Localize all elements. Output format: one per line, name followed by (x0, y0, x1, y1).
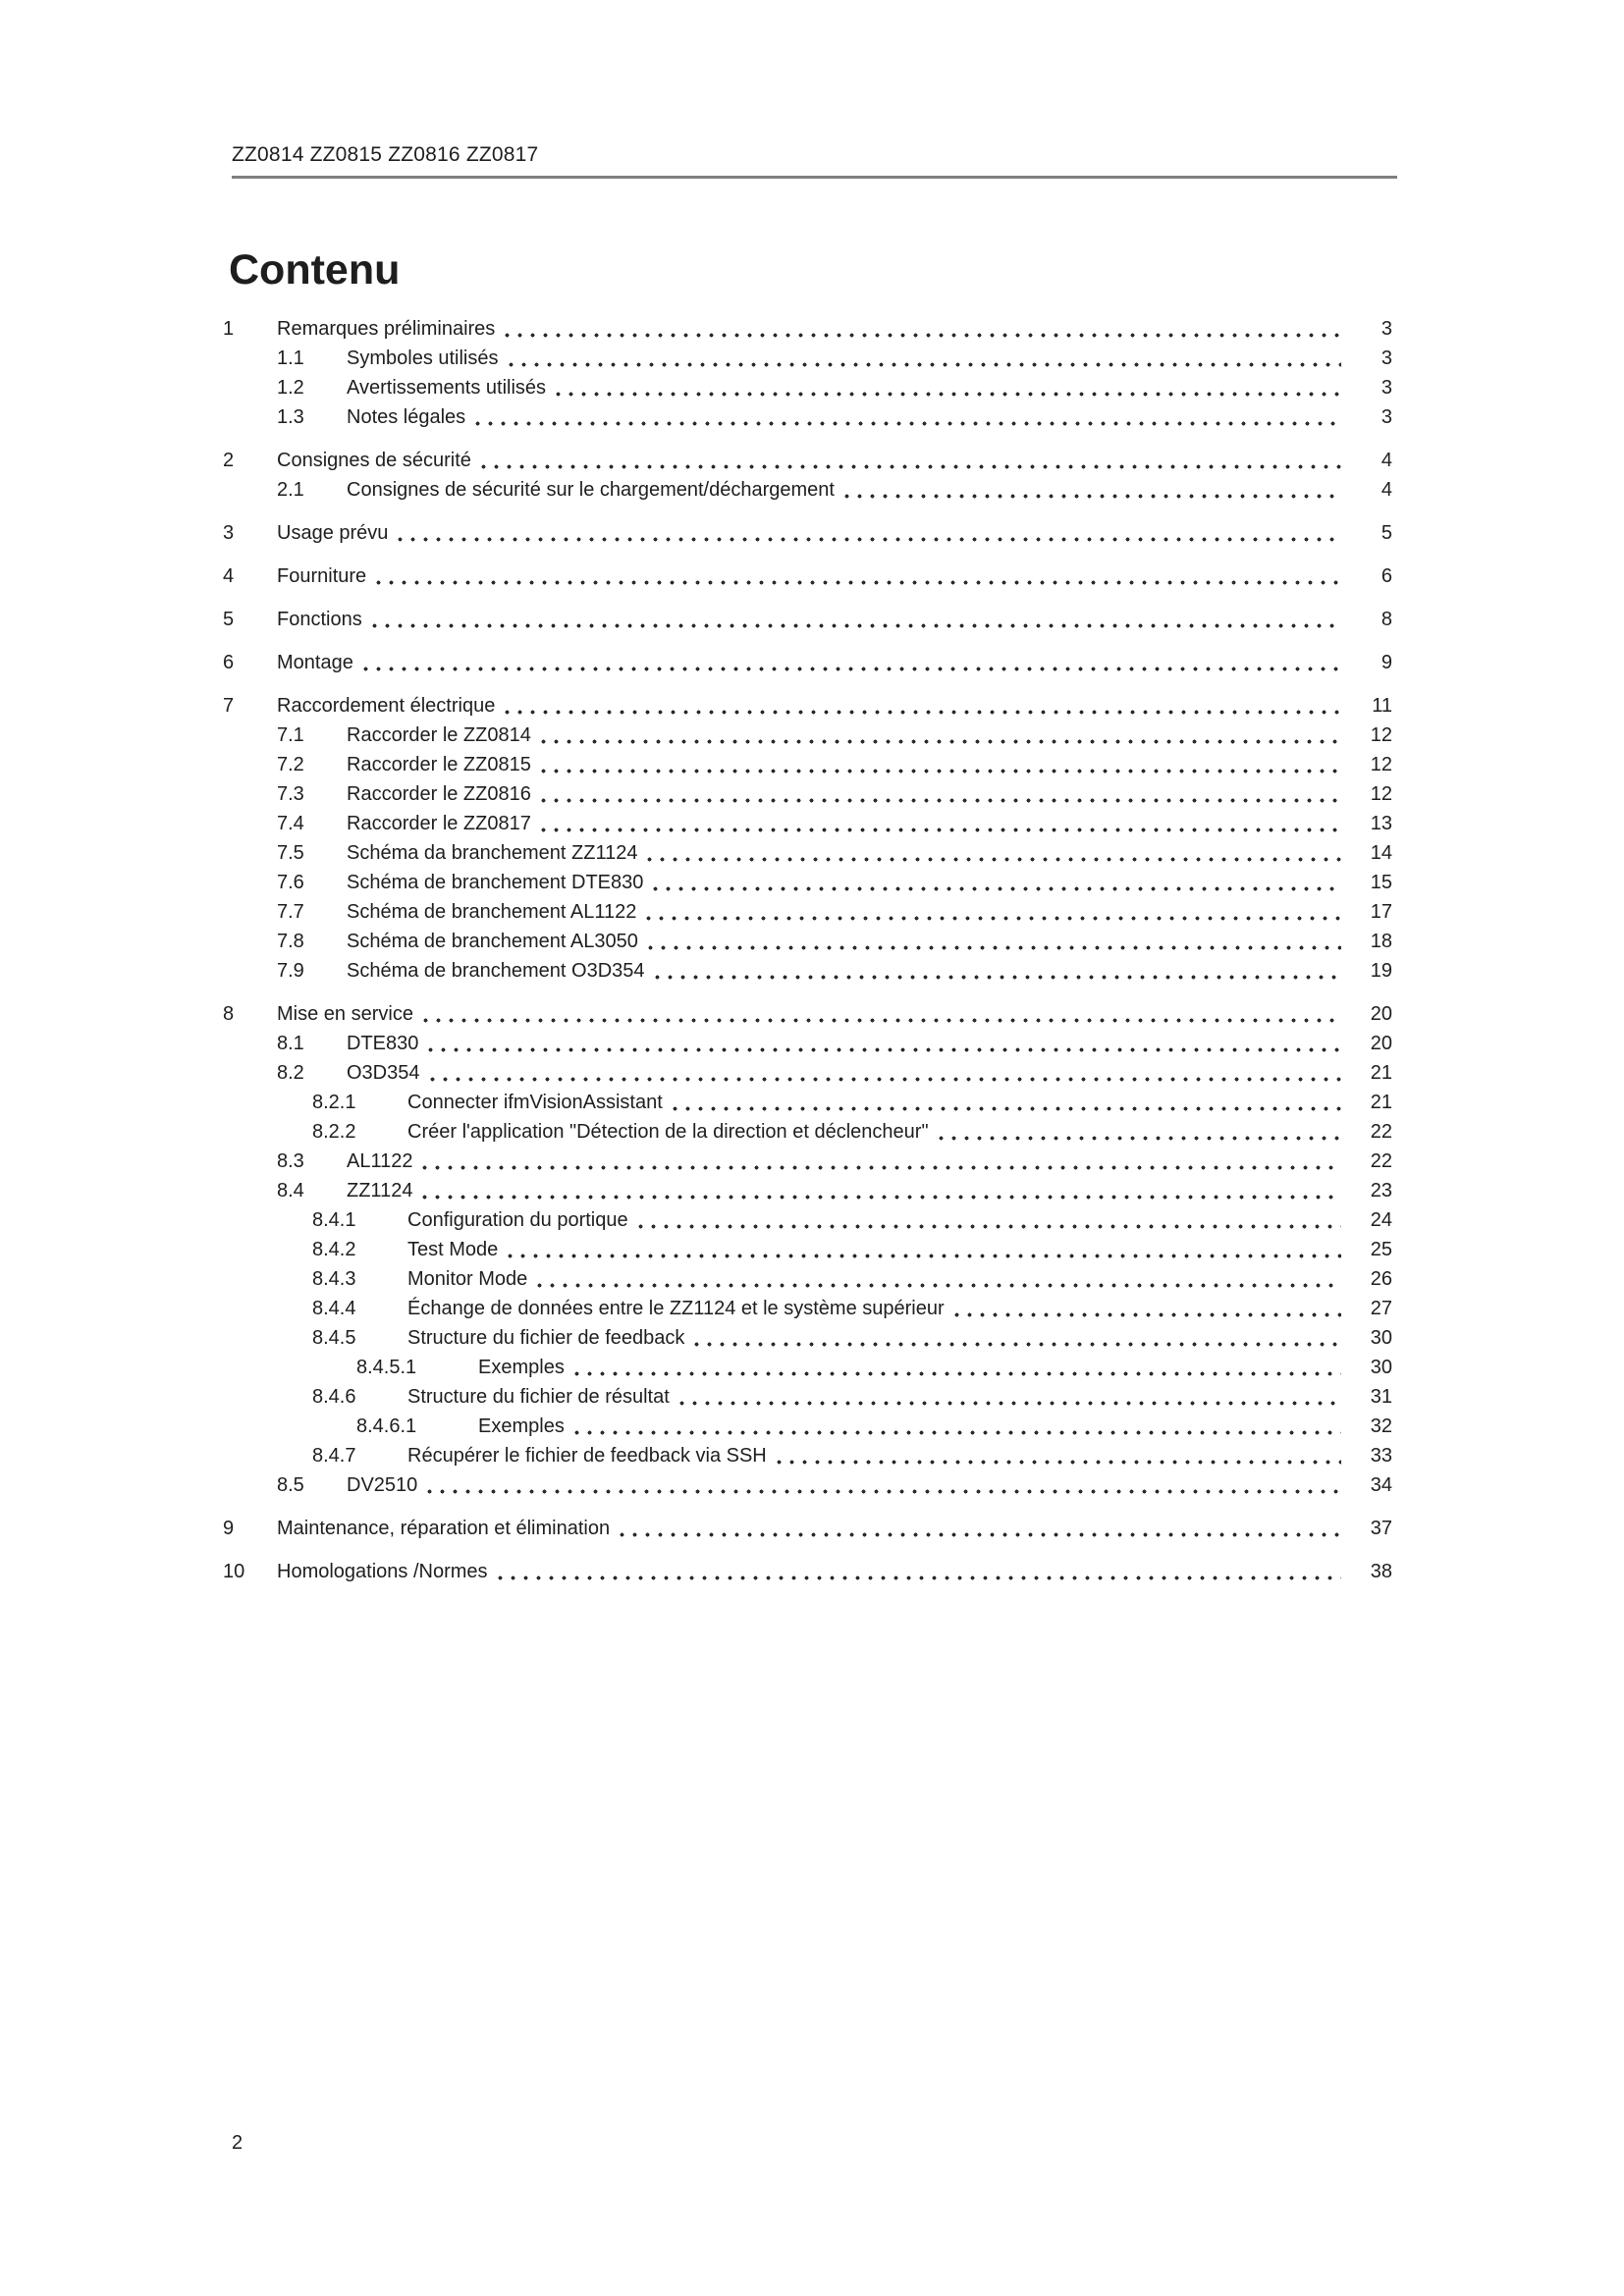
toc-leader-dots (570, 1412, 1341, 1441)
toc-leader-dots (504, 1235, 1341, 1264)
toc-leader-dots (935, 1117, 1341, 1147)
toc-entry-title: Mise en service (277, 1003, 413, 1025)
toc-entry (223, 838, 1392, 868)
toc-entry (223, 1514, 1392, 1543)
toc-entry-title: Échange de données entre le ZZ1124 et le système supérieur (407, 1298, 945, 1319)
toc-entry (223, 691, 1392, 721)
toc-entry-page: 17 (1370, 901, 1392, 923)
toc-leader-dots (950, 1294, 1341, 1323)
toc-leader-dots (634, 1205, 1341, 1235)
toc-entry-page: 19 (1370, 960, 1392, 982)
toc-entry-number: 8.4.6 (312, 1386, 356, 1408)
toc-entry-page: 18 (1370, 931, 1392, 952)
toc-leader-dots (501, 314, 1341, 344)
toc-leader-dots (676, 1382, 1341, 1412)
toc-leader-dots (477, 446, 1341, 475)
toc-entry-title: Configuration du portique (407, 1209, 628, 1231)
toc-entry-number: 8 (223, 1003, 235, 1025)
toc-entry-number: 7 (223, 695, 235, 717)
toc-entry-number: 7.6 (277, 872, 304, 893)
toc-entry-title: AL1122 (347, 1150, 413, 1172)
toc-entry-number: 8.2.1 (312, 1092, 356, 1113)
toc-entry (223, 314, 1392, 344)
toc-entry-number: 8.5 (277, 1474, 304, 1496)
toc-leader-dots (471, 402, 1341, 432)
toc-entry-number: 8.1 (277, 1033, 304, 1054)
toc-entry-title: Usage prévu (277, 522, 389, 544)
toc-entry-page: 4 (1380, 450, 1392, 471)
toc-entry-number: 7.1 (277, 724, 304, 746)
toc-entry-page: 34 (1370, 1474, 1392, 1496)
toc-entry-page: 22 (1370, 1121, 1392, 1143)
toc-entry (223, 1147, 1392, 1176)
toc-entry-title: Schéma da branchement ZZ1124 (347, 842, 638, 864)
toc-entry-page: 3 (1380, 406, 1392, 428)
toc-entry (223, 779, 1392, 809)
toc-entry-title: Connecter ifmVisionAssistant (407, 1092, 663, 1113)
toc-entry-number: 7.2 (277, 754, 304, 775)
toc-leader-dots (426, 1058, 1342, 1088)
toc-leader-dots (494, 1557, 1341, 1586)
page-title: Contenu (229, 246, 401, 294)
toc-entry-title: Raccorder le ZZ0815 (347, 754, 531, 775)
toc-leader-dots (368, 605, 1341, 634)
toc-entry-page: 37 (1370, 1518, 1392, 1539)
toc-entry-page: 12 (1370, 724, 1392, 746)
toc-entry-page: 3 (1380, 318, 1392, 340)
toc-entry-title: Homologations /Normes (277, 1561, 488, 1582)
toc-entry-page: 31 (1370, 1386, 1392, 1408)
toc-entry-page: 11 (1372, 695, 1392, 717)
toc-entry-title: Montage (277, 652, 353, 673)
toc-entry (223, 1176, 1392, 1205)
toc-entry-page: 12 (1370, 783, 1392, 805)
toc-leader-dots (505, 344, 1341, 373)
toc-entry (223, 373, 1392, 402)
toc-entry-page: 3 (1380, 347, 1392, 369)
toc-entry-title: Raccorder le ZZ0817 (347, 813, 531, 834)
toc-entry-page: 21 (1370, 1062, 1392, 1084)
toc-entry-title: Raccorder le ZZ0816 (347, 783, 531, 805)
toc-entry-number: 3 (223, 522, 235, 544)
toc-entry-number: 7.9 (277, 960, 304, 982)
toc-leader-dots (537, 750, 1341, 779)
toc-entry (223, 956, 1392, 986)
toc-entry-number: 8.4.2 (312, 1239, 356, 1260)
toc-entry (223, 897, 1392, 927)
toc-entry-title: Schéma de branchement DTE830 (347, 872, 644, 893)
toc-entry-number: 2 (223, 450, 235, 471)
footer-page-number: 2 (232, 2132, 244, 2154)
toc-entry-number: 2.1 (277, 479, 304, 501)
toc-entry (223, 1353, 1392, 1382)
toc-entry-title: Exemples (478, 1415, 565, 1437)
toc-entry-page: 12 (1370, 754, 1392, 775)
toc-entry-page: 38 (1370, 1561, 1392, 1582)
toc-leader-dots (649, 868, 1341, 897)
toc-leader-dots (537, 809, 1341, 838)
toc-leader-dots (840, 475, 1341, 505)
toc-entry-page: 24 (1370, 1209, 1392, 1231)
toc-entry (223, 561, 1392, 591)
toc-entry-title: DV2510 (347, 1474, 418, 1496)
toc-leader-dots (501, 691, 1341, 721)
toc-entry (223, 868, 1392, 897)
toc-entry-page: 20 (1370, 1003, 1392, 1025)
toc-entry (223, 402, 1392, 432)
toc-entry-title: Symboles utilisés (347, 347, 499, 369)
toc-entry (223, 1412, 1392, 1441)
toc-entry-number: 8.4.4 (312, 1298, 356, 1319)
toc-leader-dots (616, 1514, 1341, 1543)
toc-entry-title: Consignes de sécurité sur le chargement/déchargement (347, 479, 835, 501)
toc-entry (223, 1058, 1392, 1088)
header-rule (232, 176, 1397, 179)
toc-entry-number: 8.4.6.1 (356, 1415, 417, 1437)
toc-entry-number: 5 (223, 609, 235, 630)
toc-leader-dots (669, 1088, 1341, 1117)
toc-entry-number: 9 (223, 1518, 235, 1539)
toc-entry (223, 721, 1392, 750)
toc-leader-dots (372, 561, 1341, 591)
toc-leader-dots (359, 648, 1341, 677)
toc-entry-page: 32 (1370, 1415, 1392, 1437)
toc-entry-page: 27 (1370, 1298, 1392, 1319)
toc-entry-number: 1 (223, 318, 235, 340)
toc-entry (223, 1323, 1392, 1353)
toc-entry-number: 8.4.3 (312, 1268, 356, 1290)
toc-entry-title: Test Mode (407, 1239, 499, 1260)
toc-entry-page: 30 (1370, 1327, 1392, 1349)
toc-entry-title: Avertissements utilisés (347, 377, 547, 399)
toc-leader-dots (773, 1441, 1341, 1470)
toc-entry-page: 33 (1370, 1445, 1392, 1467)
toc-entry-number: 8.4.1 (312, 1209, 356, 1231)
toc-entry-page: 25 (1370, 1239, 1392, 1260)
toc-entry-number: 1.1 (277, 347, 304, 369)
toc-entry-title: Fonctions (277, 609, 362, 630)
toc-entry (223, 648, 1392, 677)
toc-entry-page: 22 (1370, 1150, 1392, 1172)
toc-entry (223, 518, 1392, 548)
toc-entry (223, 605, 1392, 634)
toc-leader-dots (423, 1470, 1341, 1500)
toc-entry-title: Schéma de branchement AL3050 (347, 931, 638, 952)
toc-entry-page: 13 (1370, 813, 1392, 834)
toc-entry (223, 927, 1392, 956)
toc-entry (223, 1294, 1392, 1323)
toc-entry-number: 8.2 (277, 1062, 304, 1084)
toc-leader-dots (533, 1264, 1341, 1294)
toc-leader-dots (419, 999, 1341, 1029)
toc-leader-dots (424, 1029, 1341, 1058)
toc-entry-title: Schéma de branchement AL1122 (347, 901, 637, 923)
toc-entry-title: Notes légales (347, 406, 466, 428)
toc-entry-page: 6 (1380, 565, 1392, 587)
toc-leader-dots (552, 373, 1341, 402)
toc-entry (223, 1470, 1392, 1500)
toc-entry-title: Structure du fichier de résultat (407, 1386, 670, 1408)
toc-entry-number: 6 (223, 652, 235, 673)
toc-entry-page: 21 (1370, 1092, 1392, 1113)
toc-entry (223, 344, 1392, 373)
toc-entry-number: 8.4.5.1 (356, 1357, 417, 1378)
toc-entry-title: Maintenance, réparation et élimination (277, 1518, 611, 1539)
toc-entry-page: 15 (1370, 872, 1392, 893)
toc-entry-number: 7.7 (277, 901, 304, 923)
toc-leader-dots (644, 927, 1341, 956)
toc-entry-page: 4 (1380, 479, 1392, 501)
toc-leader-dots (418, 1147, 1341, 1176)
toc-entry (223, 999, 1392, 1029)
toc-entry-title: O3D354 (347, 1062, 420, 1084)
toc-entry-title: Fourniture (277, 565, 367, 587)
toc-leader-dots (651, 956, 1341, 986)
toc-entry (223, 1235, 1392, 1264)
toc-entry (223, 1205, 1392, 1235)
toc-entry-number: 8.2.2 (312, 1121, 356, 1143)
toc-entry (223, 1441, 1392, 1470)
toc-entry-title: Remarques préliminaires (277, 318, 496, 340)
toc-leader-dots (570, 1353, 1341, 1382)
toc-entry-title: ZZ1124 (347, 1180, 413, 1201)
toc-entry-title: Raccordement électrique (277, 695, 496, 717)
toc-entry-title: Récupérer le fichier de feedback via SSH (407, 1445, 767, 1467)
toc-entry-number: 8.4 (277, 1180, 304, 1201)
toc-entry-number: 1.3 (277, 406, 304, 428)
toc-entry-title: Schéma de branchement O3D354 (347, 960, 645, 982)
toc-entry-number: 1.2 (277, 377, 304, 399)
toc-entry-number: 7.4 (277, 813, 304, 834)
toc-entry-title: DTE830 (347, 1033, 419, 1054)
page-header (232, 143, 1397, 179)
toc-entry-title: Structure du fichier de feedback (407, 1327, 685, 1349)
toc-leader-dots (394, 518, 1341, 548)
toc-entry-number: 7.8 (277, 931, 304, 952)
toc-leader-dots (537, 779, 1341, 809)
toc-entry (223, 750, 1392, 779)
toc-entry-title: Créer l'application "Détection de la direction et déclencheur" (407, 1121, 929, 1143)
toc-entry (223, 1029, 1392, 1058)
toc-entry-page: 14 (1370, 842, 1392, 864)
toc-entry-number: 7.3 (277, 783, 304, 805)
toc-entry-number: 4 (223, 565, 235, 587)
toc-entry-page: 5 (1380, 522, 1392, 544)
toc-entry (223, 1557, 1392, 1586)
toc-entry-number: 10 (223, 1561, 245, 1582)
toc-entry-number: 7.5 (277, 842, 304, 864)
toc-leader-dots (418, 1176, 1341, 1205)
toc-entry-number: 8.4.7 (312, 1445, 356, 1467)
toc-entry-page: 26 (1370, 1268, 1392, 1290)
toc-entry (223, 475, 1392, 505)
toc-entry-page: 20 (1370, 1033, 1392, 1054)
toc-entry-page: 9 (1380, 652, 1392, 673)
toc-entry-page: 30 (1370, 1357, 1392, 1378)
toc-entry-number: 8.3 (277, 1150, 304, 1172)
toc (223, 300, 1392, 1586)
toc-entry (223, 1264, 1392, 1294)
toc-entry-number: 8.4.5 (312, 1327, 356, 1349)
toc-entry (223, 1382, 1392, 1412)
toc-entry (223, 809, 1392, 838)
toc-entry-title: Consignes de sécurité (277, 450, 471, 471)
toc-entry-page: 8 (1380, 609, 1392, 630)
toc-leader-dots (690, 1323, 1341, 1353)
toc-entry-page: 3 (1380, 377, 1392, 399)
toc-leader-dots (643, 838, 1341, 868)
toc-entry (223, 446, 1392, 475)
toc-entry-title: Monitor Mode (407, 1268, 528, 1290)
header-product-codes: ZZ0814 ZZ0815 ZZ0816 ZZ0817 (232, 143, 539, 166)
toc-entry (223, 1117, 1392, 1147)
toc-entry-title: Exemples (478, 1357, 565, 1378)
toc-leader-dots (537, 721, 1341, 750)
toc-entry (223, 1088, 1392, 1117)
toc-entry-page: 23 (1370, 1180, 1392, 1201)
toc-leader-dots (642, 897, 1341, 927)
toc-entry-title: Raccorder le ZZ0814 (347, 724, 531, 746)
